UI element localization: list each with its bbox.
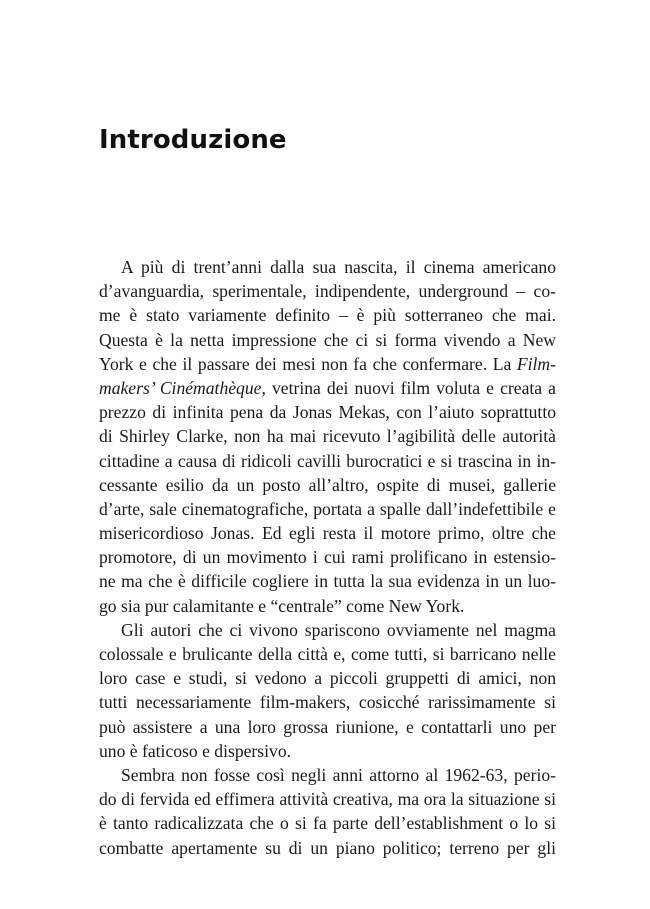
body-text [99,255,556,860]
text-line: di Shirley Clarke, non ha mai ricevuto l’agibilità delle autorità [99,426,556,447]
chapter-title: Introduzione [99,125,287,155]
text-line: ne ma che è difficile cogliere in tutta la sua evidenza in un luo- [99,571,556,592]
text-line: d’avanguardia, sperimentale, indipendente, underground – co- [99,281,556,302]
text-line: A più di trent’anni dalla sua nascita, il cinema americano [121,257,556,277]
text-line: è tanto radicalizzata che o si fa parte dell’establishment o lo si [99,813,556,834]
text-line: combatte apertamente su di un piano politico; terreno per gli [99,837,556,858]
text-line: Questa è la netta impressione che ci si forma vivendo a New [99,329,556,350]
text-line: cessante esilio da un posto all’altro, ospite di musei, gallerie [99,474,556,495]
text-segment: vetrina dei nuovi film voluta e creata a [265,377,556,398]
italic-title-segment: makers’ Cinémathèque, [99,377,266,398]
text-line [99,352,556,376]
text-line: prezzo di infinita pena da Jonas Mekas, con l’aiuto soprattutto [99,402,556,423]
text-line: uno è faticoso e dispersivo. [99,740,292,761]
italic-title-segment: Film- [516,353,556,374]
text-line: Sembra non fosse così negli anni attorno al 1962-63, perio- [121,764,556,785]
text-segment: York e che il passare dei mesi non fa che confermare. La [99,353,517,374]
text-line: tutti necessariamente film-makers, cosicché rarissimamente si [99,692,556,713]
text-line: me è stato variamente definito – è più sotterraneo che mai. [99,305,556,326]
text-line: Gli autori che ci vivono spariscono ovviamente nel magma [121,619,556,640]
text-line: d’arte, sale cinematografiche, portata a spalle dall’indefettibile e [99,498,556,519]
text-line: go sia pur calamitante e “centrale” come New York. [99,595,465,616]
text-line: può assistere a una loro grossa riunione, e contattarli uno per [99,716,556,737]
text-line: do di fervida ed effimera attività creativa, ma ora la situazione si [99,789,556,810]
text-line: loro case e studi, si vedono a piccoli gruppetti di amici, non [99,668,556,689]
text-line [99,376,556,400]
text-line: colossale e brulicante della città e, come tutti, si barricano nelle [99,644,556,664]
text-line: misericordioso Jonas. Ed egli resta il motore primo, oltre che [99,523,556,544]
text-line: cittadine a causa di ridicoli cavilli burocratici e si trascina in in- [99,450,556,471]
text-line: promotore, di un movimento i cui rami prolificano in estensio- [99,547,556,568]
